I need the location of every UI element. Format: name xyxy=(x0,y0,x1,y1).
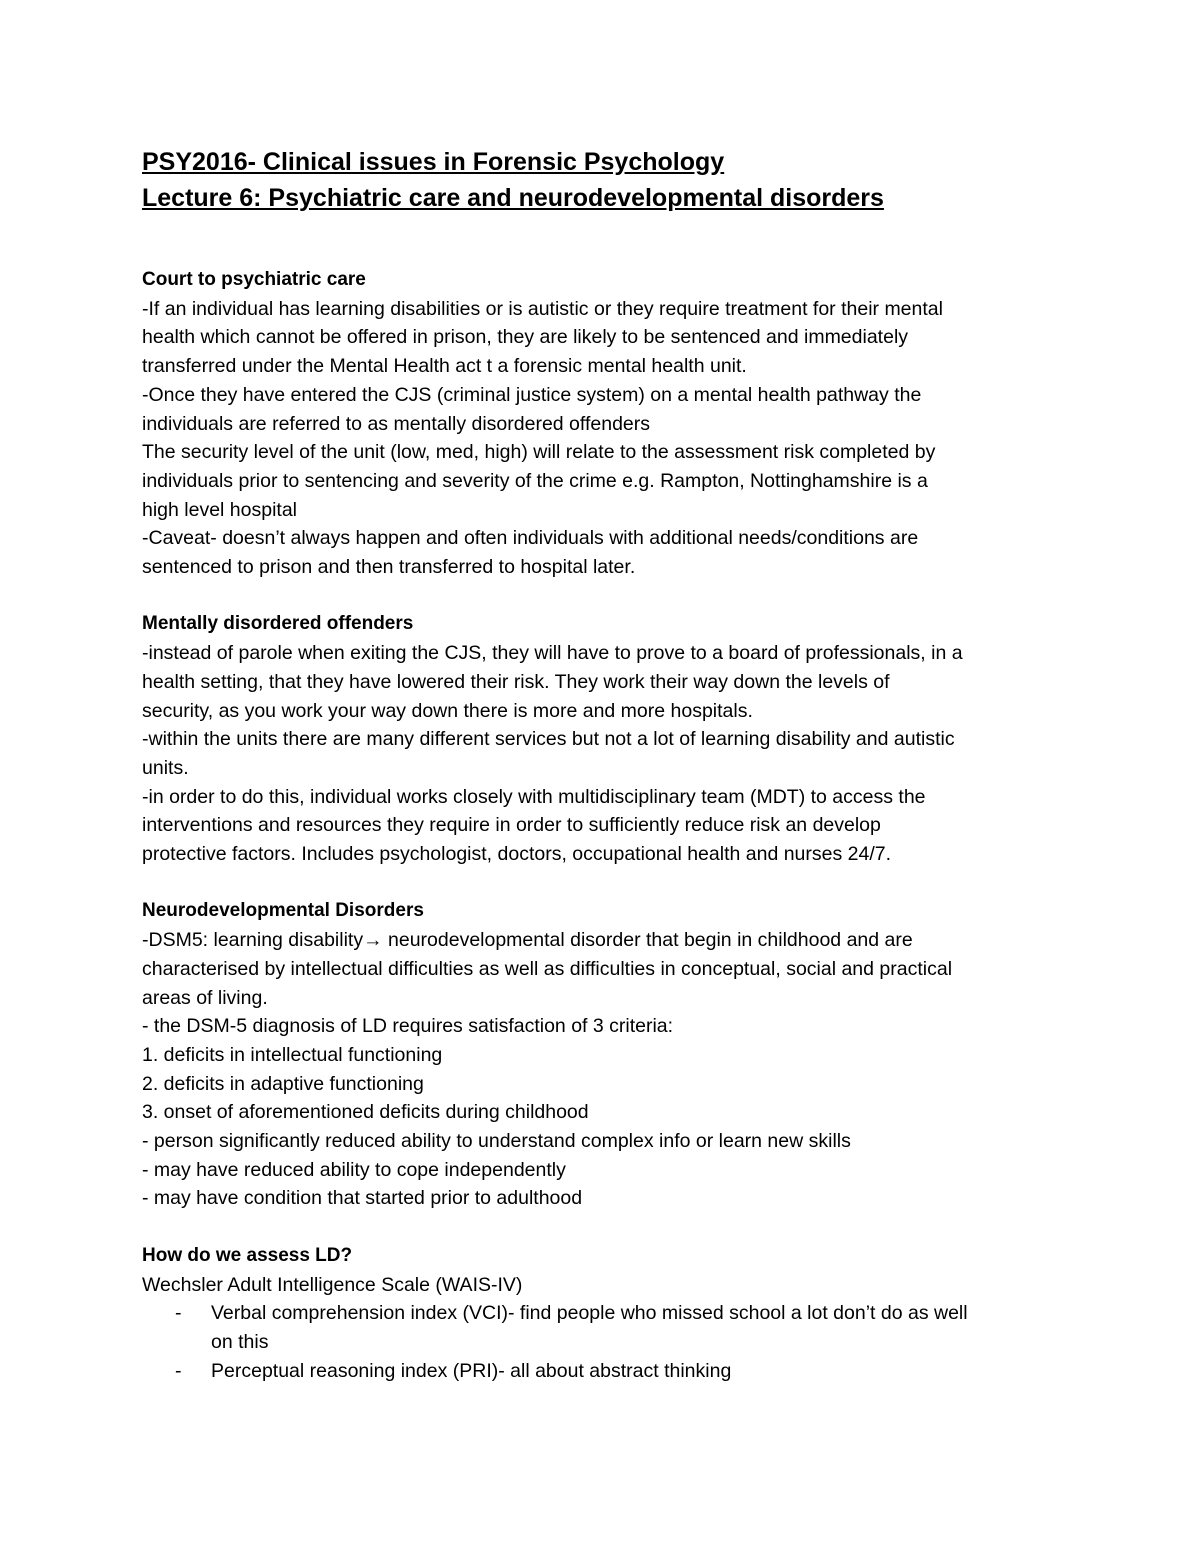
bullet-item-pri xyxy=(142,1357,1072,1386)
text-line: -instead of parole when exiting the CJS, they will have to prove to a board of professionals, in a xyxy=(142,642,963,665)
section-how-do-we-assess-ld xyxy=(142,1242,1072,1386)
section-heading: Mentally disordered offenders xyxy=(142,613,414,635)
text-line: individuals prior to sentencing and severity of the crime e.g. Rampton, Nottinghamshire is a xyxy=(142,469,928,492)
text-line: -within the units there are many different services but not a lot of learning disability and autistic xyxy=(142,728,955,751)
section-mentally-disordered-offenders xyxy=(142,610,1072,868)
section-heading: Neurodevelopmental Disorders xyxy=(142,900,424,922)
bullet-line: on this xyxy=(211,1330,269,1353)
text-line: individuals are referred to as mentally disordered offenders xyxy=(142,412,650,435)
document-page xyxy=(142,146,1072,1385)
text-line: -Caveat- doesn’t always happen and often individuals with additional needs/conditions are xyxy=(142,527,919,550)
section-heading: How do we assess LD? xyxy=(142,1244,353,1266)
lecture-title: Lecture 6: Psychiatric care and neurodevelopmental disorders xyxy=(142,184,884,212)
text-line: high level hospital xyxy=(142,498,298,521)
bullet-item-vci xyxy=(142,1299,1072,1356)
text-line: - may have reduced ability to cope independently xyxy=(142,1158,566,1181)
text-line: 1. deficits in intellectual functioning xyxy=(142,1043,443,1066)
text-line: - person significantly reduced ability to understand complex info or learn new skills xyxy=(142,1130,851,1153)
text-line: interventions and resources they require in order to sufficiently reduce risk an develop xyxy=(142,814,881,837)
text-line: units. xyxy=(142,756,189,779)
text-line: -If an individual has learning disabilities or is autistic or they require treatment for their mental xyxy=(142,297,943,320)
document-title: PSY2016- Clinical issues in Forensic Psychology xyxy=(142,148,725,176)
text-line: health which cannot be offered in prison, they are likely to be sentenced and immediately xyxy=(142,326,909,349)
text-line: security, as you work your way down there is more and more hospitals. xyxy=(142,699,753,722)
text-line: The security level of the unit (low, med, high) will relate to the assessment risk completed by xyxy=(142,441,936,464)
text-line: -Once they have entered the CJS (criminal justice system) on a mental health pathway the xyxy=(142,383,922,406)
text-line: transferred under the Mental Health act t a forensic mental health unit. xyxy=(142,355,747,378)
text-line: sentenced to prison and then transferred to hospital later. xyxy=(142,556,636,579)
bullet-dash: - xyxy=(175,1359,182,1382)
section-neurodevelopmental-disorders xyxy=(142,897,1072,1213)
text-line: -DSM5: learning disability→ neurodevelopmental disorder that begin in childhood and are xyxy=(142,929,913,952)
text-line: - may have condition that started prior to adulthood xyxy=(142,1187,583,1210)
bullet-line: Verbal comprehension index (VCI)- find people who missed school a lot don’t do as well xyxy=(211,1302,968,1325)
section-court-to-psychiatric-care xyxy=(142,266,1072,582)
bullet-list xyxy=(142,1299,1072,1385)
text-line: Wechsler Adult Intelligence Scale (WAIS-IV) xyxy=(142,1273,523,1296)
text-line: -in order to do this, individual works closely with multidisciplinary team (MDT) to access the xyxy=(142,785,926,808)
section-heading: Court to psychiatric care xyxy=(142,269,366,290)
bullet-dash: - xyxy=(175,1302,182,1325)
bullet-line: Perceptual reasoning index (PRI)- all about abstract thinking xyxy=(211,1359,732,1382)
text-line: areas of living. xyxy=(142,986,268,1009)
text-line: health setting, that they have lowered their risk. They work their way down the levels of xyxy=(142,670,890,693)
text-line: - the DSM-5 diagnosis of LD requires satisfaction of 3 criteria: xyxy=(142,1015,674,1038)
text-line: protective factors. Includes psychologist, doctors, occupational health and nurses 24/7. xyxy=(142,843,892,866)
text-line: characterised by intellectual difficulties as well as difficulties in conceptual, social and practical xyxy=(142,957,953,980)
text-line: 2. deficits in adaptive functioning xyxy=(142,1072,424,1095)
text-line: 3. onset of aforementioned deficits during childhood xyxy=(142,1101,589,1124)
